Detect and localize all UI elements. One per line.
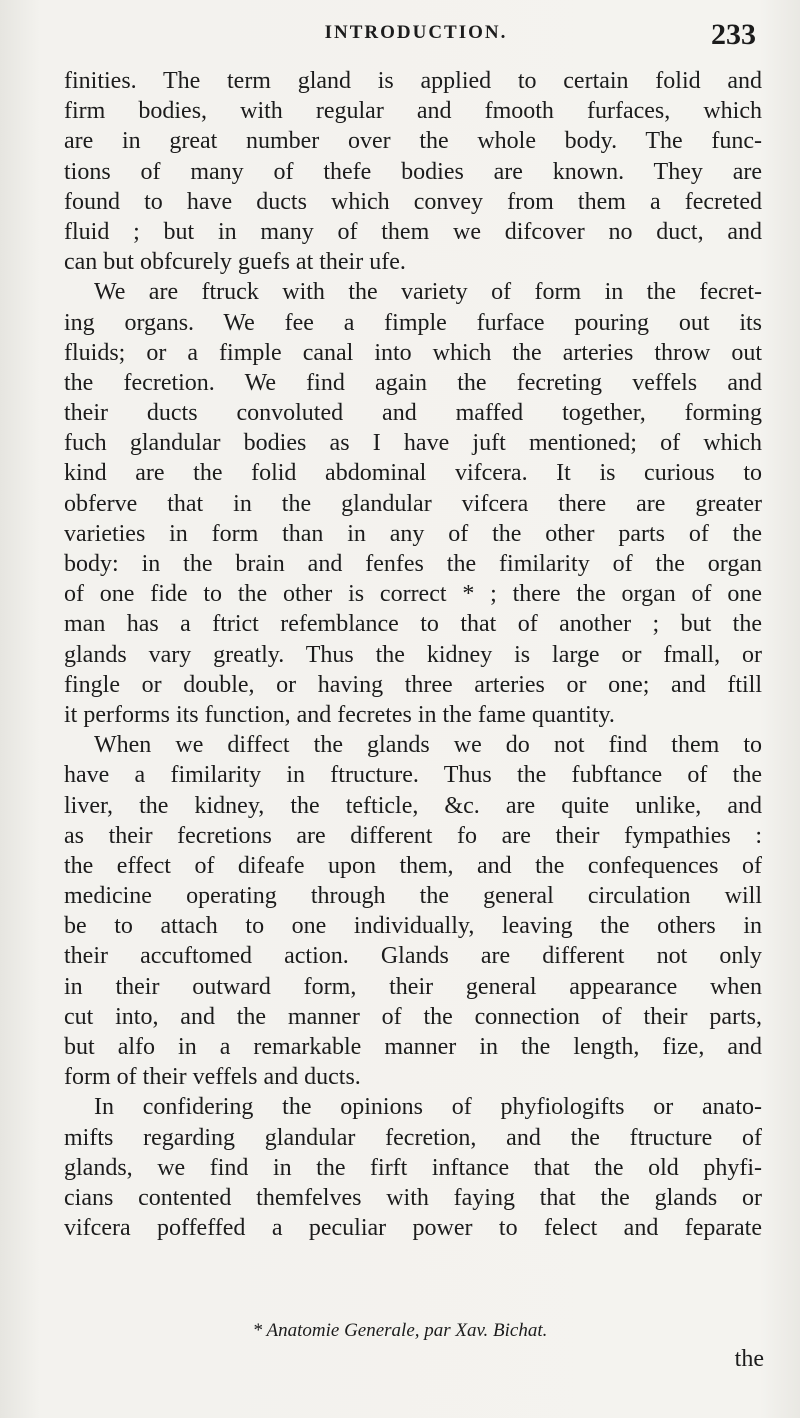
running-head (66, 20, 766, 52)
text-line: form of their veffels and ducts. (64, 1064, 361, 1091)
body-text (64, 66, 762, 1243)
text-line: fluid ; but in many of them we difcover no duct, and (64, 218, 762, 245)
text-line: firm bodies, with regular and fmooth furfaces, which (64, 98, 762, 125)
text-line: liver, the kidney, the tefticle, &c. are quite unlike, and (64, 792, 762, 819)
text-line: have a fimilarity in ftructure. Thus the fubftance of the (64, 762, 762, 789)
text-line: We are ftruck with the variety of form in the fecret- (94, 279, 762, 306)
text-line: can but obfcurely guefs at their ufe. (64, 249, 406, 276)
footnote: * Anatomie Generale, par Xav. Bichat. (252, 1320, 548, 1341)
text-line: fluids; or a fimple canal into which the arteries throw out (64, 339, 762, 366)
text-line: in their outward form, their general appearance when (64, 973, 762, 1000)
text-line: When we diffect the glands we do not find them to (94, 732, 762, 759)
text-line: cut into, and the manner of the connection of their parts, (64, 1003, 762, 1030)
text-line: are in great number over the whole body. The func- (64, 128, 762, 155)
text-line: obferve that in the glandular vifcera there are greater (64, 490, 762, 517)
text-line: tions of many of thefe bodies are known. They are (64, 158, 762, 185)
text-line: it performs its function, and fecretes in the fame quantity. (64, 701, 615, 728)
text-line: mifts regarding glandular fecretion, and the ftructure of (64, 1124, 762, 1151)
text-line: be to attach to one individually, leaving the others in (64, 913, 762, 940)
text-line: In confidering the opinions of phyfiologifts or anato- (94, 1094, 762, 1121)
text-line: the fecretion. We find again the fecreting veffels and (64, 369, 762, 396)
text-line: fingle or double, or having three arteries or one; and ftill (64, 671, 762, 698)
text-line: fuch glandular bodies as I have juft mentioned; of which (64, 430, 762, 457)
text-line: as their fecretions are different fo are their fympathies : (64, 822, 762, 849)
catchword: the (734, 1346, 764, 1372)
text-line: found to have ducts which convey from them a fecreted (64, 188, 762, 215)
text-line: of one fide to the other is correct * ; there the organ of one (64, 581, 762, 608)
text-line: their ducts convoluted and maffed together, forming (64, 400, 762, 427)
text-line: varieties in form than in any of the other parts of the (64, 520, 762, 547)
text-line: but alfo in a remarkable manner in the length, fize, and (64, 1034, 762, 1060)
page-number: 233 (711, 18, 756, 51)
text-line: kind are the folid abdominal vifcera. It is curious to (64, 460, 762, 487)
text-line: their accuftomed action. Glands are different not only (64, 943, 762, 970)
text-line: medicine operating through the general circulation will (64, 883, 762, 910)
text-line: glands vary greatly. Thus the kidney is large or fmall, or (64, 641, 762, 668)
text-line: glands, we find in the firft inftance that the old phyfi- (64, 1154, 762, 1181)
text-line: finities. The term gland is applied to certain folid and (64, 68, 762, 94)
text-line: man has a ftrict refemblance to that of another ; but the (64, 611, 762, 638)
text-line: the effect of difeafe upon them, and the confequences of (64, 852, 762, 879)
running-title: INTRODUCTION. (324, 22, 508, 43)
text-line: cians contented themfelves with faying that the glands or (64, 1184, 762, 1211)
text-line: ing organs. We fee a fimple furface pouring out its (64, 309, 762, 336)
text-line: body: in the brain and fenfes the fimilarity of the organ (64, 551, 762, 577)
text-line: vifcera poffeffed a peculiar power to felect and feparate (64, 1215, 762, 1242)
